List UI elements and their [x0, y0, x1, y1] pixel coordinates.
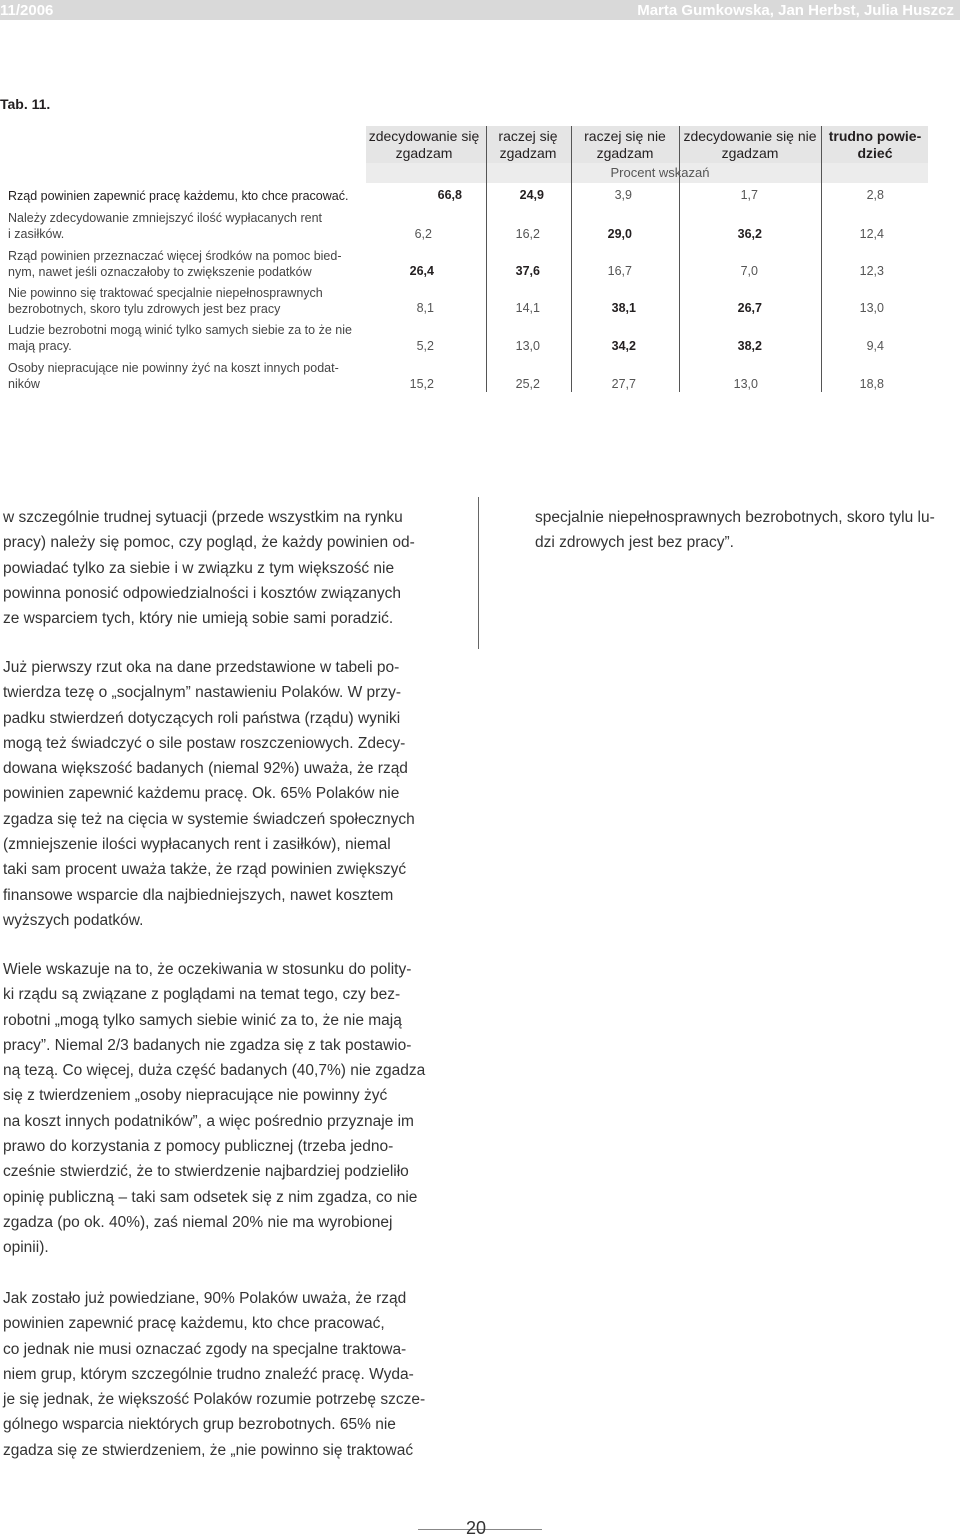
row-label: Ludzie bezrobotni mogą winić tylko samych siebie za to że nie mają pracy. [8, 323, 352, 353]
units-label: Procent wskazań [610, 165, 710, 180]
cell: 37,6 [515, 264, 540, 278]
paragraph: Wiele wskazuje na to, że oczekiwania w stosunku do polity- ki rządu są związane z poglądami na temat tego, czy bez- robotni „mogą tylko samych siebie winić za to, że nie mają pracy”. Niemal 2/3 badanych nie zgadza się z tak postawio- ną tezą. Co więcej, duża część badanych (40,7%) nie zgadza się z twierdzeniem „osoby niepracujące nie powinny żyć na koszt innych podatników”, a więc pośrednio przyznaje im prawo do korzystania z pomocy publicznej (trzeba jedno- cześnie stwierdzić, że to stwierdzenie najbardziej podzieliło opinię publiczną – taki sam odsetek się z nim zgadza, co nie zgadza (po ok. 40%), zaś niemal 20% nie ma wyrobionej opinii). [3, 961, 426, 1257]
column-header-agree: raczej się zgadzam [498, 128, 558, 161]
cell: 27,7 [611, 377, 636, 391]
table-label: Tab. 11. [0, 96, 51, 112]
cell: 14,1 [515, 301, 540, 315]
cell: 13,0 [515, 339, 540, 353]
column-divider [821, 126, 822, 392]
cell: 26,4 [409, 264, 434, 278]
cell: 6,2 [414, 227, 432, 241]
paragraph: Już pierwszy rzut oka na dane przedstawione w tabeli po- twierdza tezę o „socjalnym” nastawieniu Polaków. W przy- padku stwierdzeń dotyczących roli państwa (rządu) wyniki mogą też świadczyć o sile postaw roszczeniowych. Zdecy- dowana większość badanych (niemal 92%) uważa, że rząd powinien zapewnić każdemu pracę. Ok. 65% Polaków nie zgadza się też na cięcia w systemie świadczeń społecznych (zmniejszenie ilości wypłacanych rent i zasiłków), niemal taki sam procent uważa także, że rząd powinien zwiększyć finansowe wsparcie dla najbiedniejszych, nawet kosztem wyższych podatków. [3, 659, 415, 929]
running-header [0, 0, 960, 20]
cell: 12,3 [859, 264, 884, 278]
cell: 13,0 [733, 377, 758, 391]
row-label: Rząd powinien przeznaczać więcej środków na pomoc bied- nym, nawet jeśli oznaczałoby to zwiększenie podatków [8, 249, 342, 279]
column-header-strongly-agree: zdecydowanie się zgadzam [368, 128, 480, 161]
page-number: 20 [466, 1518, 487, 1538]
cell: 38,1 [611, 301, 636, 315]
cell: 24,9 [519, 188, 544, 202]
column-header-disagree: raczej się nie zgadzam [584, 128, 666, 161]
row-label: Należy zdecydowanie zmniejszyć ilość wypłacanych rent i zasiłków. [8, 211, 323, 241]
cell: 36,2 [737, 227, 762, 241]
cell: 8,1 [416, 301, 434, 315]
cell: 1,7 [740, 188, 758, 202]
cell: 29,0 [607, 227, 632, 241]
cell: 15,2 [409, 377, 434, 391]
row-label: Rząd powinien zapewnić pracę każdemu, kto chce pracować. [8, 189, 349, 203]
cell: 2,8 [866, 188, 884, 202]
cell: 66,8 [437, 188, 462, 202]
cell: 7,0 [740, 264, 758, 278]
paragraph-left-intro: w szczególnie trudnej sytuacji (przede wszystkim na rynku pracy) należy się pomoc, czy pogląd, że każdy powinien od- powiadać tylko za siebie i w związku z tym większość nie powinna ponosić odpowiedzialności i kosztów związanych ze wsparciem tych, który nie umieją sobie sami poradzić. [3, 509, 415, 628]
cell: 9,4 [866, 339, 884, 353]
paragraph: Jak zostało już powiedziane, 90% Polaków uważa, że rząd powinien zapewnić pracę każdemu, kto chce pracować, co jednak nie musi oznaczać zgody na specjalne traktowa- niem grup, którym szczególnie trudno znaleźć pracę. Wyda- je się jednak, że większość Polaków rozumie potrzebę szcze- gólnego wsparcia niektórych grup bezrobotnych. 65% nie zgadza się ze stwierdzeniem, że „nie powinno się traktować [3, 1290, 426, 1459]
cell: 13,0 [859, 301, 884, 315]
column-header-hard-to-say: trudno powie- dzieć [828, 128, 922, 161]
column-divider [571, 126, 572, 392]
column-divider [478, 497, 479, 649]
row-label: Nie powinno się traktować specjalnie niepełnosprawnych bezrobotnych, skoro tylu zdrowych jest bez pracy [8, 286, 323, 316]
cell: 16,7 [607, 264, 632, 278]
cell: 25,2 [515, 377, 540, 391]
paragraph-right-intro: specjalnie niepełnosprawnych bezrobotnych, skoro tylu lu- dzi zdrowych jest bez pracy”. [535, 509, 935, 552]
cell: 12,4 [859, 227, 884, 241]
column-divider [679, 126, 680, 392]
cell: 26,7 [737, 301, 762, 315]
cell: 16,2 [515, 227, 540, 241]
issue-number: 11/2006 [0, 2, 54, 19]
row-label: Osoby niepracujące nie powinny żyć na koszt innych podat- ników [8, 361, 339, 391]
cell: 5,2 [416, 339, 434, 353]
cell: 3,9 [614, 188, 632, 202]
cell: 38,2 [737, 339, 762, 353]
column-header-strongly-disagree: zdecydowanie się nie zgadzam [683, 128, 817, 161]
cell: 18,8 [859, 377, 884, 391]
authors: Marta Gumkowska, Jan Herbst, Julia Huszcz [637, 2, 954, 19]
cell: 34,2 [611, 339, 636, 353]
